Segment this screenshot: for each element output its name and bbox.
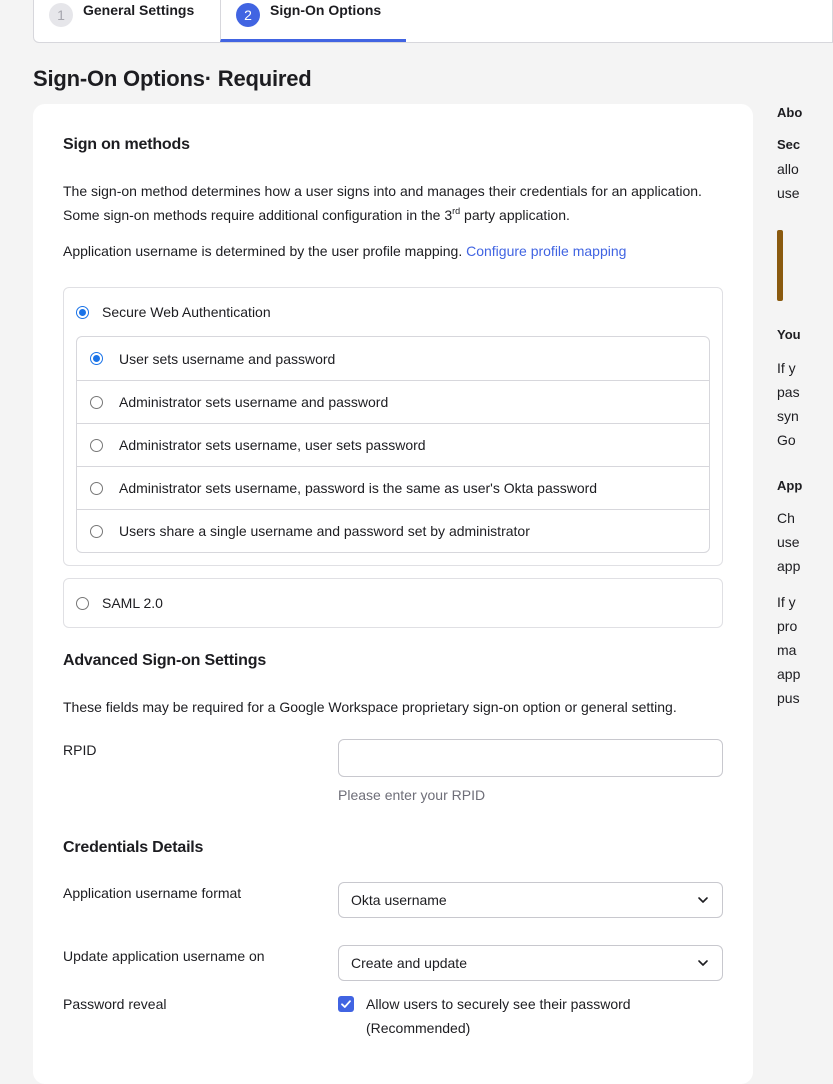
description-text: The sign-on method determines how a user signs into and manages their credentials for an application. Some sign-on methods require additional configuration in the 3 — [63, 183, 702, 223]
sign-on-description — [63, 179, 713, 227]
swa-sub-option[interactable] — [77, 380, 709, 423]
username-mapping-text — [63, 239, 713, 263]
sub-option-label: Administrator sets username, user sets password — [119, 437, 426, 453]
credentials-heading: Credentials Details — [63, 839, 204, 856]
swa-sub-option[interactable] — [77, 509, 709, 552]
password-reveal-label: Password reveal — [63, 996, 167, 1012]
sidebar-line: Go — [777, 432, 796, 448]
sidebar-line: pro — [777, 618, 798, 634]
sub-option-label: Administrator sets username, password is the same as user's Okta password — [119, 480, 598, 496]
swa-method-box — [63, 287, 723, 566]
checkmark-icon — [338, 996, 354, 1012]
sub-option-radio[interactable] — [90, 439, 103, 452]
step-label: Sign-On Options — [270, 2, 382, 18]
saml-option[interactable] — [76, 595, 163, 611]
sidebar-line: use — [777, 534, 800, 550]
sub-option-radio[interactable] — [90, 525, 103, 538]
description-text-end: party application. — [460, 207, 570, 223]
sidebar-line: App — [777, 478, 803, 493]
rpid-hint: Please enter your RPID — [338, 787, 486, 803]
sign-on-card — [33, 104, 753, 1084]
swa-sub-option[interactable] — [77, 423, 709, 466]
about-sidebar — [777, 0, 803, 1070]
sidebar-line: Ch — [777, 510, 795, 526]
sub-option-radio[interactable] — [90, 352, 103, 365]
step-number: 1 — [49, 3, 73, 27]
step-general-settings[interactable] — [34, 0, 220, 42]
sub-option-label: Users share a single username and password set by administrator — [119, 523, 530, 539]
step-label: General Settings — [83, 2, 195, 18]
sub-option-radio[interactable] — [90, 396, 103, 409]
advanced-description: These fields may be required for a Google Workspace proprietary sign-on option or general setting. — [63, 699, 677, 715]
username-format-value: Okta username — [351, 892, 447, 908]
sub-option-label: User sets username and password — [119, 350, 336, 367]
rpid-label: RPID — [63, 742, 97, 758]
swa-sub-option[interactable] — [77, 337, 709, 380]
update-on-label: Update application username on — [63, 948, 265, 964]
sidebar-line: Abo — [777, 105, 803, 120]
sidebar-line: ma — [777, 642, 797, 658]
sidebar-line: Sec — [777, 137, 801, 152]
sidebar-line: use — [777, 185, 800, 201]
sidebar-line: pus — [777, 690, 800, 706]
saml-label: SAML 2.0 — [102, 595, 163, 611]
page-title: Sign-On Options· Required — [33, 66, 312, 91]
step-number: 2 — [236, 3, 260, 27]
update-on-value: Create and update — [351, 955, 467, 971]
chevron-down-icon — [696, 893, 710, 907]
chevron-down-icon — [696, 956, 710, 970]
wizard-steps — [33, 0, 833, 43]
sub-option-radio[interactable] — [90, 482, 103, 495]
description-sup: rd — [452, 206, 461, 216]
swa-radio[interactable] — [76, 306, 89, 319]
password-reveal-checkbox[interactable] — [338, 996, 354, 1012]
sidebar-line: If y — [777, 360, 796, 376]
sidebar-line: allo — [777, 161, 799, 177]
username-format-label: Application username format — [63, 885, 242, 901]
warning-callout-bar — [777, 230, 783, 301]
configure-profile-mapping-link[interactable]: Configure profile mapping — [466, 243, 627, 259]
rpid-input[interactable] — [338, 739, 723, 777]
username-format-select[interactable] — [338, 882, 723, 918]
advanced-settings-heading: Advanced Sign-on Settings — [63, 652, 267, 669]
swa-option[interactable] — [76, 304, 271, 320]
sign-on-methods-heading: Sign on methods — [63, 136, 190, 153]
sidebar-line: pas — [777, 384, 800, 400]
sidebar-line: syn — [777, 408, 799, 424]
saml-radio[interactable] — [76, 597, 89, 610]
swa-sub-option[interactable] — [77, 466, 709, 509]
sidebar-line: app — [777, 558, 801, 574]
swa-label: Secure Web Authentication — [102, 304, 271, 320]
saml-method-box — [63, 578, 723, 628]
sidebar-line: app — [777, 666, 801, 682]
sidebar-line: You — [777, 327, 801, 342]
username-mapping-label: Application username is determined by the user profile mapping. — [63, 243, 467, 259]
step-sign-on-options[interactable] — [220, 0, 406, 42]
sub-option-label: Administrator sets username and password — [119, 394, 389, 410]
swa-sub-options — [76, 336, 710, 553]
update-on-select[interactable] — [338, 945, 723, 981]
password-reveal-text: Allow users to securely see their password (Recommended) — [366, 996, 631, 1036]
sidebar-line: If y — [777, 594, 796, 610]
